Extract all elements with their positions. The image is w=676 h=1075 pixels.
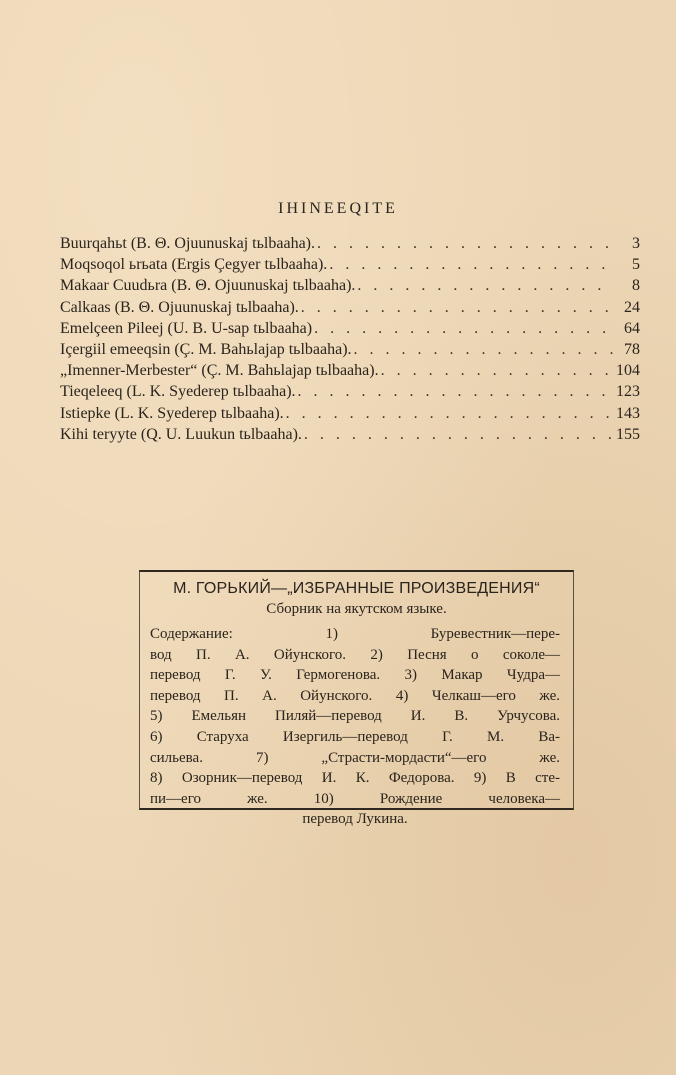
- toc-entry-title: Buurqahьt (B. Θ. Ojuunuskaj tьlbaaha).: [60, 235, 315, 252]
- toc-entry: [60, 405, 640, 426]
- toc-entry-title: Emelçeen Pileej (U. B. U-sap tьlbaaha): [60, 319, 313, 337]
- box-contents-text: [150, 624, 560, 830]
- toc-entry: [60, 299, 640, 320]
- toc-leader-dots: [357, 277, 614, 295]
- box-text-line: сильева. 7) „Страсти-мордасти“—его же.: [150, 749, 560, 766]
- contents-heading: IHINEEQITE: [278, 200, 398, 217]
- toc-entry-page: 104: [616, 362, 640, 380]
- toc-entry-page: 5: [632, 256, 640, 274]
- box-text-line: перевод Лукина.: [302, 811, 408, 828]
- toc-entry: [60, 235, 640, 256]
- toc-leader-dots: [314, 320, 614, 338]
- box-text-line: Содержание: 1) Буревестник—пере-: [150, 626, 560, 642]
- russian-summary-box: [139, 570, 574, 828]
- toc-entry-page: 24: [624, 298, 640, 316]
- toc-entry: [60, 320, 640, 341]
- toc-leader-dots: [329, 256, 614, 274]
- box-text-line: перевод Г. У. Гермогенова. 3) Макар Чудра—: [150, 667, 560, 684]
- toc-entry-page: 143: [616, 404, 640, 422]
- toc-leader-dots: [298, 383, 614, 401]
- box-text-line: вод П. А. Ойунского. 2) Песня о соколе—: [150, 646, 560, 663]
- box-text-line: пи—его же. 10) Рождение человека—: [150, 790, 560, 807]
- toc-entry-page: 123: [616, 383, 640, 401]
- toc-leader-dots: [354, 341, 614, 359]
- toc-entry-title: Kihi teryyte (Q. U. Luukun tьlbaaha).: [60, 425, 302, 443]
- toc-leader-dots: [301, 299, 614, 317]
- toc-entry-title: Içergiil emeeqsin (Ç. M. Bahьlajap tьlbaaha).: [60, 340, 352, 358]
- box-title: М. ГОРЬКИЙ—„ИЗБРАННЫЕ ПРОИЗВЕДЕНИЯ“: [173, 580, 540, 597]
- toc-entry-page: 8: [632, 277, 640, 295]
- toc-entry-title: Moqsoqol ьrьata (Ergis Çegyer tьlbaaha).: [60, 256, 328, 274]
- toc-leader-dots: [317, 235, 614, 253]
- toc-entry-title: Makaar Cuudьra (B. Θ. Ojuunuskaj tьlbaaha).: [60, 277, 356, 295]
- box-text-line: 5) Емельян Пиляй—перевод И. В. Урчусова.: [150, 708, 560, 725]
- toc-entry-title: Tieqeleeq (L. K. Syederep tьlbaaha).: [60, 383, 296, 401]
- toc-entry-title: Istiepke (L. K. Syederep tьlbaaha).: [60, 404, 284, 422]
- toc-entry-page: 155: [616, 425, 640, 443]
- toc-entry: [60, 362, 640, 383]
- toc-entry-page: 64: [624, 319, 640, 337]
- toc-entry: [60, 383, 640, 404]
- box-text-line: 6) Старуха Изергиль—перевод Г. М. Ва-: [150, 728, 560, 745]
- toc-entry-page: 78: [624, 340, 640, 358]
- table-of-contents: [60, 235, 640, 447]
- toc-entry: [60, 256, 640, 277]
- toc-entry-page: 3: [632, 235, 640, 252]
- box-subtitle: Сборник на якутском языке.: [266, 601, 447, 617]
- toc-entry: [60, 341, 640, 362]
- toc-leader-dots: [381, 362, 614, 380]
- box-text-line: перевод П. А. Ойунского. 4) Челкаш—его же.: [150, 687, 560, 704]
- toc-entry: [60, 426, 640, 447]
- box-text-line: 8) Озорник—перевод И. К. Федорова. 9) В сте-: [150, 770, 560, 787]
- toc-entry-title: „Imenner-Merbester“ (Ç. M. Bahьlajap tьlbaaha).: [60, 362, 379, 380]
- toc-leader-dots: [304, 426, 614, 444]
- toc-leader-dots: [286, 405, 614, 423]
- toc-entry: [60, 277, 640, 298]
- toc-entry-title: Calkaas (B. Θ. Ojuunuskaj tьlbaaha).: [60, 298, 299, 316]
